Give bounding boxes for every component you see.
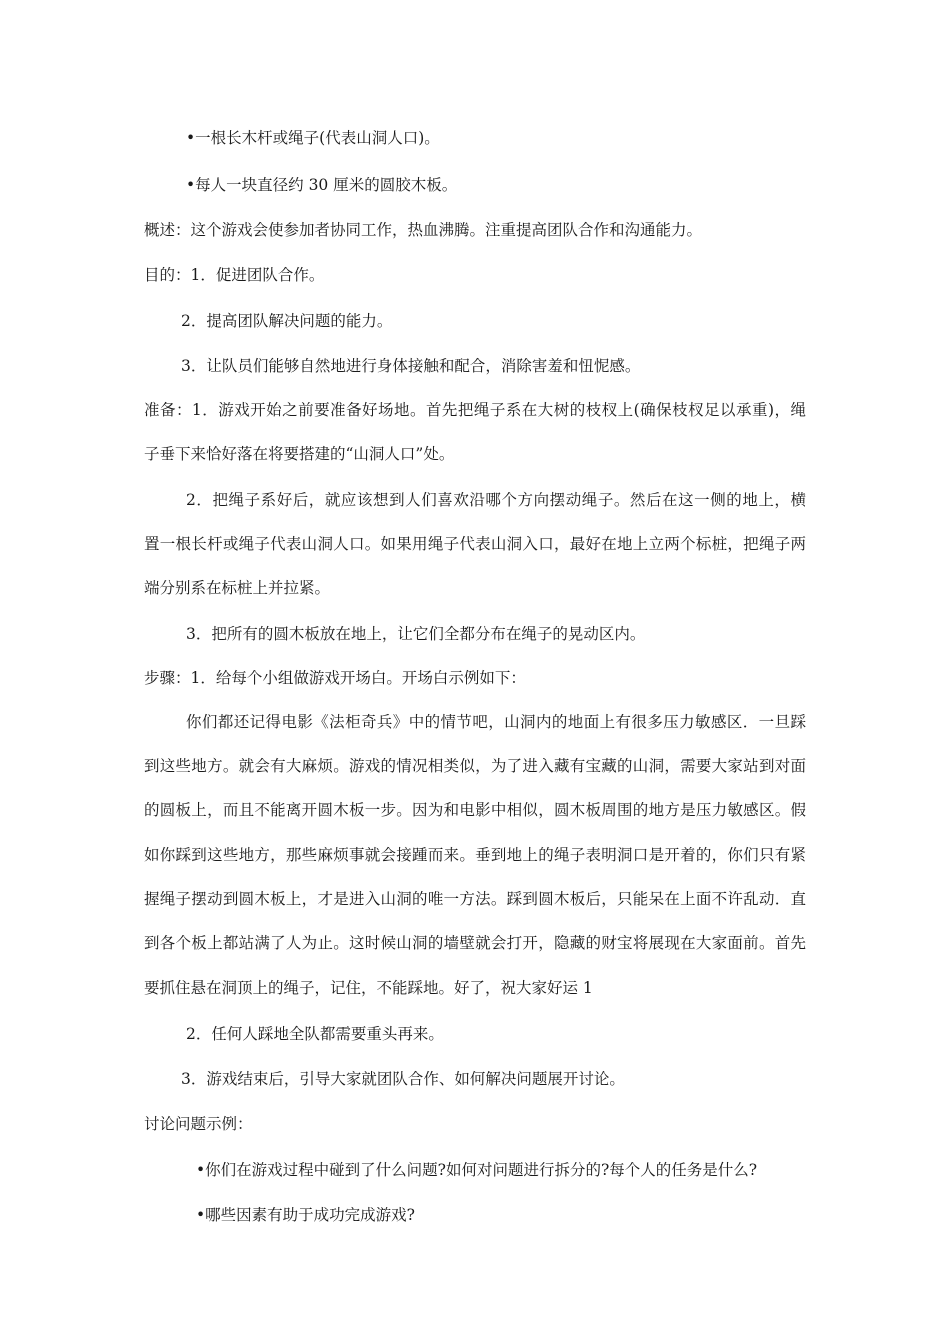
opening-speech-line: 到各个板上都站满了人为止。这时候山洞的墙壁就会打开，隐藏的财宝将展现在大家面前。首先: [144, 934, 806, 952]
step-item: 2．任何人踩地全队都需要重头再来。: [186, 1025, 444, 1043]
opening-speech-line: 你们都还记得电影《法柜奇兵》中的情节吧，山洞内的地面上有很多压力敏感区．一旦踩: [186, 713, 806, 731]
preparation-line: 置一根长杆或绳子代表山洞人口。如果用绳子代表山洞入口，最好在地上立两个标桩，把绳子两: [144, 535, 806, 553]
material-item: •每人一块直径约 30 厘米的圆胶木板。: [186, 176, 458, 194]
discussion-title: 讨论问题示例：: [144, 1115, 253, 1133]
purpose-item: 目的：1．促进团队合作。: [144, 266, 325, 284]
discussion-item: •你们在游戏过程中碰到了什么问题?如何对问题进行拆分的?每个人的任务是什么?: [196, 1161, 758, 1179]
opening-speech-line: 握绳子摆动到圆木板上，才是进入山洞的唯一方法。踩到圆木板后，只能呆在上面不许乱动．直: [144, 890, 806, 908]
preparation-line: 子垂下来恰好落在将要搭建的“山洞人口”处。: [144, 445, 455, 463]
purpose-item: 2．提高团队解决问题的能力。: [181, 312, 393, 330]
discussion-item: •哪些因素有助于成功完成游戏?: [196, 1206, 415, 1224]
purpose-item: 3．让队员们能够自然地进行身体接触和配合，消除害羞和忸怩感。: [181, 357, 641, 375]
preparation-line: 3．把所有的圆木板放在地上，让它们全都分布在绳子的晃动区内。: [186, 625, 646, 643]
preparation-line: 2．把绳子系好后，就应该想到人们喜欢沿哪个方向摆动绳子。然后在这一侧的地上，横: [186, 491, 806, 509]
overview-text: 概述：这个游戏会使参加者协同工作，热血沸腾。注重提高团队合作和沟通能力。: [144, 221, 703, 239]
opening-speech-line: 如你踩到这些地方，那些麻烦事就会接踵而来。垂到地上的绳子表明洞口是开着的，你们只有紧: [144, 846, 806, 864]
opening-speech-line: 到这些地方。就会有大麻烦。游戏的情况相类似，为了进入藏有宝藏的山洞，需要大家站到对面: [144, 757, 806, 775]
step-item: 3．游戏结束后，引导大家就团队合作、如何解决问题展开讨论。: [181, 1070, 625, 1088]
material-item: •一根长木杆或绳子(代表山洞人口)。: [186, 129, 440, 147]
preparation-line: 端分别系在标桩上并拉紧。: [144, 579, 331, 597]
steps-intro: 步骤：1．给每个小组做游戏开场白。开场白示例如下：: [144, 669, 526, 687]
opening-speech-line: 的圆板上，而且不能离开圆木板一步。因为和电影中相似，圆木板周围的地方是压力敏感区。假: [144, 801, 806, 819]
opening-speech-line: 要抓住悬在洞顶上的绳子，记住，不能踩地。好了，祝大家好运 1: [144, 979, 593, 997]
preparation-line: 准备：1．游戏开始之前要准备好场地。首先把绳子系在大树的枝杈上(确保枝杈足以承重)，绳: [144, 401, 806, 419]
